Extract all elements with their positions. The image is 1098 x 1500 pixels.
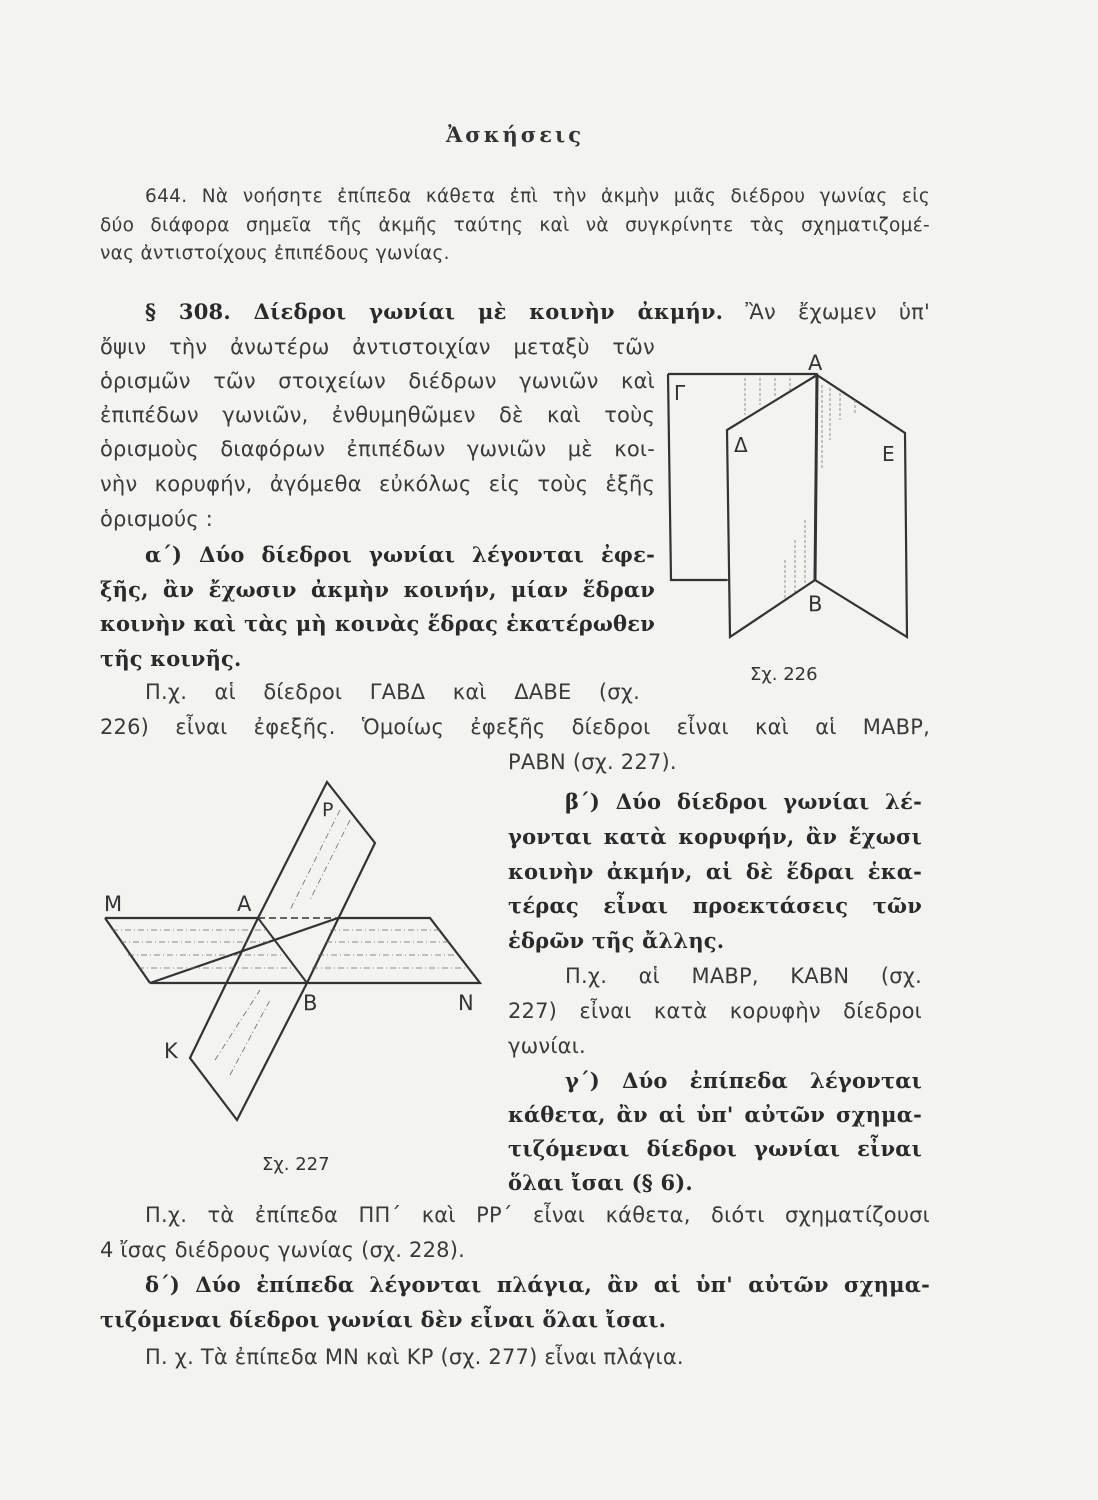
label-N: Ν xyxy=(458,991,474,1015)
label-E: Ε xyxy=(882,442,895,466)
text-segment: κοινὴν ἀκμήν, αἱ δὲ ἕδραι ἑκα- xyxy=(508,859,922,884)
text-segment: 227) εἶναι κατὰ κορυφὴν δίεδροι xyxy=(508,999,922,1023)
text-segment: κοινὴν καὶ τὰς μὴ κοινὰς ἕδρας ἑκατέρωθεν xyxy=(100,611,655,636)
label-B: Β xyxy=(808,592,823,616)
text-segment: γ΄) Δύο ἐπίπεδα λέγονται xyxy=(565,1068,922,1093)
text-segment: Π.χ. αἱ δίεδροι ΓΑΒΔ καὶ ΔΑΒΕ (σχ. xyxy=(145,680,640,704)
text-segment: τιζόμεναι δίεδροι γωνίαι εἶναι xyxy=(508,1136,922,1161)
label-Delta: Δ xyxy=(734,433,748,457)
text-segment: ΡΑΒΝ (σχ. 227). xyxy=(508,750,677,774)
text-segment: δύο διάφορα σημεῖα τῆς ἀκμῆς ταύτης καὶ νὰ συγκρίνητε τὰς σχηματιζομέ- xyxy=(100,215,930,236)
page-heading: Ἀσκήσεις xyxy=(446,122,584,147)
text-segment: γωνίαι. xyxy=(508,1034,586,1058)
section-heading: § 308. Δίεδροι γωνίαι μὲ κοινὴν ἀκμήν. xyxy=(145,299,724,324)
text-segment: τέρας εἶναι προεκτάσεις τῶν xyxy=(508,893,922,918)
text-segment: γονται κατὰ κορυφήν, ἂν ἔχωσι xyxy=(508,824,922,849)
text-segment: δ΄) Δύο ἐπίπεδα λέγονται πλάγια, ἂν αἱ ὑπ' αὐτῶν σχημα- xyxy=(145,1272,930,1297)
text-segment: ἑδρῶν τῆς ἄλλης. xyxy=(508,928,725,953)
text-segment: 4 ἴσας διέδρους γωνίας (σχ. 228). xyxy=(100,1238,466,1262)
edge-ab xyxy=(258,918,307,983)
label-A: Α xyxy=(237,892,252,916)
text-segment: β΄) Δύο δίεδροι γωνίαι λέ- xyxy=(565,789,922,814)
label-P: Ρ xyxy=(322,799,334,821)
plane-mn xyxy=(105,918,480,983)
text-segment: Π. χ. Τὰ ἐπίπεδα ΜΝ καὶ ΚΡ (σχ. 277) εἶναι πλάγια. xyxy=(145,1345,684,1369)
text-segment: ὁρισμοὺς διαφόρων ἐπιπέδων γωνιῶν μὲ κοι- xyxy=(100,437,655,461)
text-segment: τῆς κοινῆς. xyxy=(100,646,242,671)
text-segment: νὴν κορυφήν, ἀγόμεθα εὐκόλως εἰς τοὺς ἑξῆς xyxy=(100,472,655,496)
text-segment: 644. Νὰ νοήσητε ἐπίπεδα κάθετα ἐπὶ τὴν ἀκμὴν μιᾶς διέδρου γωνίας εἰς xyxy=(145,186,930,207)
text-segment: νας ἀντιστοίχους ἐπιπέδους γωνίας. xyxy=(100,243,450,264)
text-segment: Ἂν ἔχωμεν ὑπ' xyxy=(745,300,930,324)
text-segment: ἐπιπέδων γωνιῶν, ἐνθυμηθῶμεν δὲ καὶ τοὺς xyxy=(100,403,655,427)
text-segment: κάθετα, ἂν αἱ ὑπ' αὐτῶν σχημα- xyxy=(508,1102,922,1127)
label-B: Β xyxy=(303,991,318,1015)
text-segment: ὁρισμῶν τῶν στοιχείων διέδρων γωνιῶν καὶ xyxy=(100,369,655,393)
plane-kp-upper xyxy=(258,782,375,983)
figure-226-caption: Σχ. 226 xyxy=(750,664,818,685)
text-segment: τιζόμεναι δίεδροι γωνίαι δὲν εἶναι ὅλαι ἴσαι. xyxy=(100,1307,667,1332)
text-segment: ὅλαι ἴσαι (§ 6). xyxy=(508,1170,693,1195)
label-Gamma: Γ xyxy=(674,381,686,405)
text-segment: ξῆς, ἂν ἔχωσιν ἀκμὴν κοινήν, μίαν ἕδραν xyxy=(100,577,655,602)
label-A: Α xyxy=(808,351,823,375)
text-segment: ὁρισμούς : xyxy=(100,507,214,531)
text-segment: 226) εἶναι ἐφεξῆς. Ὁμοίως ἐφεξῆς δίεδροι εἶναι καὶ αἱ ΜΑΒΡ, xyxy=(100,715,930,739)
text-segment: Π.χ. αἱ ΜΑΒΡ, ΚΑΒΝ (σχ. xyxy=(565,964,922,988)
label-M: Μ xyxy=(104,892,123,916)
figure-227-caption: Σχ. 227 xyxy=(262,1154,330,1175)
text-segment: Π.χ. τὰ ἐπίπεδα ΠΠ΄ καὶ ΡΡ΄ εἶναι κάθετα, διότι σχηματίζουσι xyxy=(145,1203,930,1227)
text-segment: α΄) Δύο δίεδροι γωνίαι λέγονται ἐφε- xyxy=(145,542,655,567)
text-segment: ὄψιν τὴν ἀνωτέρω ἀντιστοιχίαν μεταξὺ τῶν xyxy=(100,335,655,359)
label-K: Κ xyxy=(164,1039,178,1063)
